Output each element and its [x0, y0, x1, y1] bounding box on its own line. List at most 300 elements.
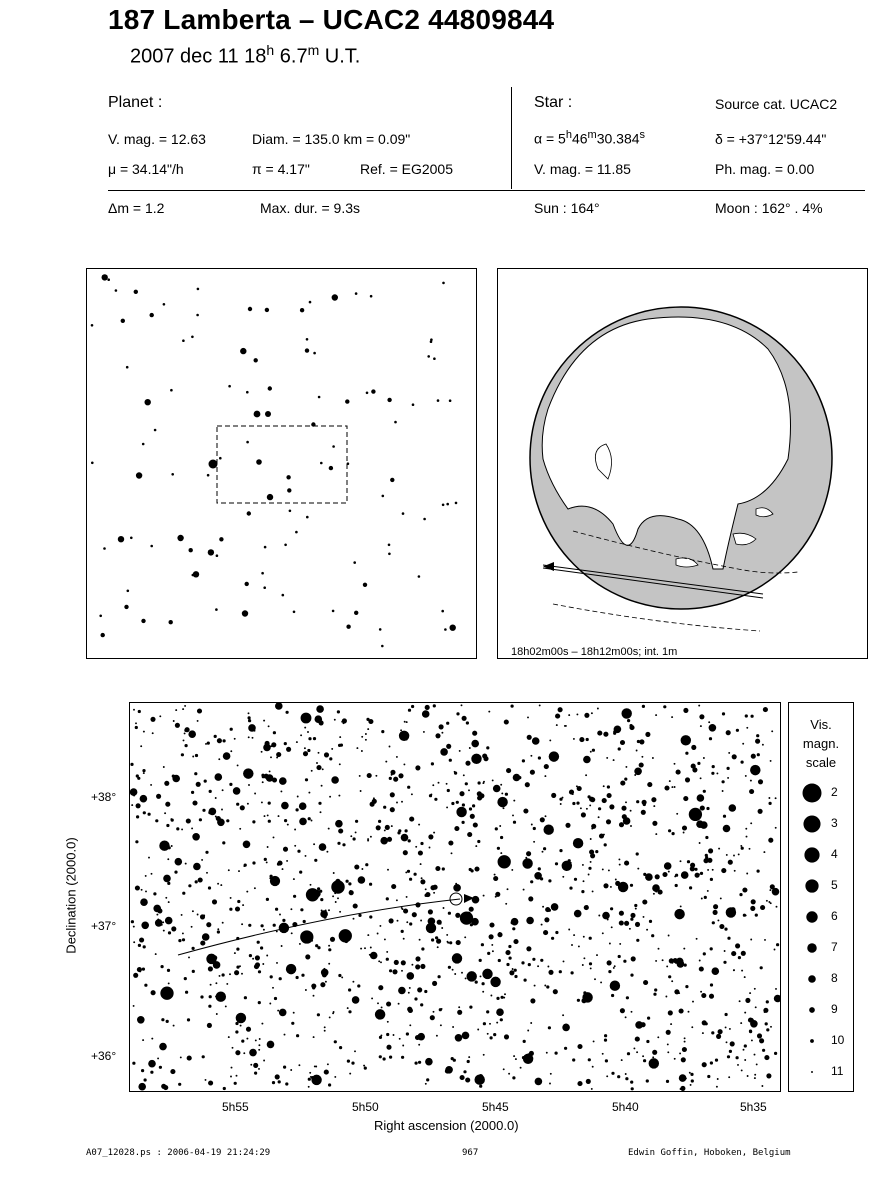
chart-star	[497, 797, 507, 807]
chart-star	[700, 991, 702, 993]
chart-star	[506, 963, 509, 966]
chart-star	[699, 966, 704, 971]
chart-star	[749, 789, 754, 794]
chart-star	[180, 1056, 182, 1058]
chart-star	[500, 1018, 503, 1021]
chart-star	[415, 846, 417, 848]
alpha-s-unit: s	[639, 129, 646, 141]
chart-star	[674, 909, 684, 919]
chart-star	[316, 765, 321, 770]
chart-star	[549, 1083, 551, 1085]
chart-star	[161, 1018, 164, 1021]
chart-star	[643, 873, 646, 876]
chart-star	[262, 781, 264, 783]
scale-title-line2: magn.	[802, 736, 840, 751]
chart-star	[397, 831, 400, 834]
chart-star	[666, 1030, 671, 1035]
finder-star	[127, 590, 130, 593]
chart-star	[279, 914, 281, 916]
chart-star	[463, 774, 465, 776]
chart-star	[671, 786, 673, 788]
chart-star	[717, 919, 719, 921]
chart-star	[577, 999, 580, 1002]
dec-tick-label: +36°	[91, 1049, 117, 1063]
scale-label: 7	[831, 940, 838, 954]
chart-star	[643, 916, 645, 918]
chart-star	[455, 913, 460, 918]
chart-star	[382, 1057, 385, 1060]
chart-star	[683, 832, 685, 834]
chart-star	[468, 789, 470, 791]
chart-star	[240, 805, 245, 810]
chart-star	[195, 754, 198, 757]
chart-star	[357, 984, 360, 987]
chart-star	[354, 864, 359, 869]
chart-star	[662, 872, 667, 877]
chart-star	[654, 988, 657, 991]
chart-star	[133, 709, 135, 711]
chart-star	[465, 782, 468, 785]
planet-heading: Planet :	[108, 94, 163, 111]
chart-star	[617, 1075, 620, 1078]
chart-star	[276, 757, 278, 759]
chart-star	[602, 798, 607, 803]
scale-swatch	[797, 998, 827, 1022]
chart-star	[720, 897, 722, 899]
chart-star	[592, 749, 595, 752]
finder-star	[381, 645, 384, 648]
chart-star	[513, 800, 515, 802]
scale-label: 10	[831, 1033, 845, 1047]
chart-star	[296, 1034, 299, 1037]
chart-star	[625, 1016, 627, 1018]
finder-star	[267, 494, 273, 500]
chart-star	[314, 1065, 316, 1067]
chart-star	[607, 785, 610, 788]
chart-star	[165, 897, 167, 899]
scale-item	[789, 1064, 853, 1092]
chart-star	[526, 946, 531, 951]
chart-star	[381, 1006, 383, 1008]
chart-star	[681, 735, 691, 745]
chart-star	[562, 1014, 564, 1016]
chart-star	[361, 750, 363, 752]
chart-star	[726, 730, 731, 735]
chart-star	[431, 762, 434, 765]
chart-star	[425, 1058, 433, 1066]
alpha-h-unit: h	[565, 129, 572, 141]
chart-star	[261, 1023, 263, 1025]
chart-star	[728, 752, 730, 754]
chart-star	[636, 750, 638, 752]
chart-star	[643, 980, 648, 985]
magnitude-drop: Δm = 1.2	[108, 200, 165, 216]
finder-star	[289, 510, 292, 513]
chart-star	[403, 763, 405, 765]
chart-star	[330, 937, 335, 942]
chart-star	[735, 943, 740, 948]
chart-star	[523, 1040, 526, 1043]
chart-star	[273, 731, 276, 734]
chart-star	[375, 775, 377, 777]
chart-star	[406, 921, 408, 923]
chart-star	[143, 1078, 146, 1081]
chart-star	[609, 821, 611, 823]
chart-star	[591, 1088, 593, 1090]
chart-star	[689, 886, 692, 889]
chart-star	[703, 757, 705, 759]
chart-star	[441, 1008, 443, 1010]
chart-star	[496, 1022, 498, 1024]
chart-star	[197, 720, 199, 722]
chart-star	[222, 789, 224, 791]
chart-star	[744, 1044, 747, 1047]
table-divider-vertical	[511, 87, 512, 189]
chart-star	[333, 872, 335, 874]
chart-star	[294, 829, 296, 831]
chart-star	[428, 918, 436, 926]
chart-star	[700, 777, 702, 779]
chart-star	[421, 877, 423, 879]
chart-star	[624, 861, 629, 866]
scale-swatch	[797, 781, 827, 805]
chart-star	[132, 1062, 135, 1065]
chart-star	[231, 1067, 233, 1069]
chart-star	[627, 719, 630, 722]
chart-star	[509, 970, 514, 975]
chart-star	[378, 960, 380, 962]
finder-star	[126, 366, 129, 369]
chart-star	[352, 996, 360, 1004]
chart-star	[681, 1057, 686, 1062]
chart-star	[630, 913, 635, 918]
chart-star	[756, 734, 759, 737]
chart-star	[625, 801, 627, 803]
chart-star	[272, 987, 274, 989]
chart-star	[377, 1002, 379, 1004]
chart-star	[570, 971, 573, 974]
finder-chart	[86, 268, 477, 659]
chart-star	[420, 842, 423, 845]
chart-star	[178, 939, 181, 942]
chart-star	[489, 934, 494, 939]
chart-star	[403, 908, 408, 913]
chart-star	[741, 847, 744, 850]
chart-star	[170, 1069, 175, 1074]
chart-star	[586, 738, 589, 741]
chart-star	[611, 1072, 614, 1075]
chart-star	[586, 1079, 591, 1084]
chart-star	[707, 869, 709, 871]
time-suffix: U.T.	[319, 45, 361, 68]
chart-star	[657, 1036, 659, 1038]
scale-swatch	[797, 843, 827, 867]
chart-star	[681, 871, 689, 879]
chart-star	[244, 863, 247, 866]
chart-star	[556, 724, 558, 726]
chart-star	[205, 743, 207, 745]
chart-star	[702, 1062, 707, 1067]
chart-star	[763, 851, 765, 853]
chart-star	[775, 797, 777, 799]
chart-star	[281, 945, 283, 947]
chart-star	[544, 985, 546, 987]
chart-star	[300, 908, 303, 911]
chart-star	[397, 920, 399, 922]
finder-star	[265, 308, 269, 312]
chart-star	[614, 965, 616, 967]
chart-star	[747, 1075, 749, 1077]
chart-star	[188, 956, 190, 958]
chart-star	[140, 745, 142, 747]
chart-star	[404, 721, 406, 723]
scale-label: 4	[831, 847, 838, 861]
finder-star	[388, 553, 391, 556]
star-source-catalog: Source cat. UCAC2	[715, 96, 838, 112]
chart-star	[549, 751, 559, 761]
chart-star	[726, 854, 728, 856]
chart-star	[278, 815, 280, 817]
chart-star	[238, 870, 240, 872]
chart-star	[621, 1059, 623, 1061]
chart-star	[754, 1054, 756, 1056]
chart-star	[137, 1016, 145, 1024]
chart-star	[243, 841, 251, 849]
chart-star	[684, 1041, 686, 1043]
chart-star	[576, 785, 578, 787]
chart-star	[365, 863, 368, 866]
finder-star	[320, 462, 323, 465]
shadow-direction-arrow	[543, 562, 554, 571]
chart-star	[674, 763, 676, 765]
chart-star	[226, 983, 228, 985]
chart-star	[728, 1076, 730, 1078]
chart-star	[680, 905, 682, 907]
chart-star	[462, 716, 467, 721]
chart-star	[145, 875, 147, 877]
chart-star	[655, 833, 657, 835]
chart-star	[558, 707, 563, 712]
chart-star	[417, 1033, 425, 1041]
finder-star	[346, 625, 350, 629]
chart-star	[522, 858, 532, 868]
chart-star	[568, 929, 570, 931]
chart-star	[403, 938, 405, 940]
chart-star	[401, 960, 406, 965]
chart-star	[763, 707, 768, 712]
chart-star	[609, 943, 611, 945]
chart-star	[626, 996, 629, 999]
finder-star	[379, 628, 382, 631]
finder-star	[370, 295, 373, 298]
chart-star	[530, 770, 535, 775]
chart-star	[422, 710, 430, 718]
chart-star	[380, 961, 382, 963]
chart-star	[373, 797, 375, 799]
chart-star	[334, 1076, 336, 1078]
chart-star	[143, 731, 145, 733]
chart-star	[303, 751, 308, 756]
chart-star	[544, 775, 546, 777]
chart-star	[209, 790, 212, 793]
chart-star	[646, 929, 648, 931]
finder-star	[286, 475, 290, 479]
chart-star	[469, 747, 471, 749]
chart-star	[615, 879, 617, 881]
chart-star	[451, 802, 454, 805]
chart-star	[504, 1034, 509, 1039]
chart-star	[543, 824, 553, 834]
chart-star	[159, 1043, 167, 1051]
chart-star	[775, 827, 777, 829]
chart-star	[668, 1010, 673, 1015]
zoom-region-box	[217, 426, 347, 503]
chart-star	[545, 930, 547, 932]
chart-star	[354, 1050, 356, 1052]
chart-star	[551, 903, 559, 911]
chart-star	[327, 1063, 329, 1065]
chart-star	[477, 781, 480, 784]
finder-star	[216, 554, 219, 557]
chart-star	[735, 1056, 738, 1059]
chart-star	[236, 803, 239, 806]
chart-star	[331, 748, 333, 750]
chart-star	[696, 820, 704, 828]
chart-star	[401, 930, 404, 933]
chart-star	[652, 757, 654, 759]
chart-star	[163, 875, 171, 883]
chart-star	[413, 873, 416, 876]
chart-star	[183, 739, 185, 741]
finder-star	[284, 544, 287, 547]
finder-star	[107, 278, 110, 281]
chart-star	[273, 924, 276, 927]
chart-star	[666, 1080, 669, 1083]
chart-star	[261, 751, 263, 753]
chart-star	[299, 870, 302, 873]
chart-star	[549, 739, 551, 741]
chart-star	[236, 1075, 238, 1077]
chart-star	[221, 809, 223, 811]
chart-star	[182, 892, 185, 895]
chart-star	[724, 927, 727, 930]
chart-star	[234, 1082, 237, 1085]
chart-star	[507, 888, 509, 890]
chart-star	[643, 1059, 646, 1062]
chart-star	[741, 951, 746, 956]
chart-star	[230, 897, 232, 899]
chart-star	[710, 983, 713, 986]
chart-star	[356, 747, 358, 749]
chart-star	[247, 803, 249, 805]
chart-star	[437, 946, 439, 948]
chart-star	[311, 983, 316, 988]
chart-star	[385, 825, 390, 830]
chart-star	[745, 998, 750, 1003]
chart-star	[707, 858, 712, 863]
chart-star	[367, 934, 369, 936]
chart-star	[724, 950, 726, 952]
chart-star	[770, 760, 772, 762]
chart-star	[399, 1038, 401, 1040]
chart-star	[565, 725, 567, 727]
chart-star	[671, 716, 673, 718]
chart-star	[404, 829, 407, 832]
chart-star	[219, 975, 221, 977]
chart-star	[630, 825, 632, 827]
finder-star	[345, 399, 349, 403]
chart-star	[577, 1081, 582, 1086]
chart-star	[208, 966, 213, 971]
planet-reference: Ref. = EG2005	[360, 161, 454, 177]
chart-star	[446, 744, 451, 749]
chart-star	[394, 960, 399, 965]
chart-star	[560, 803, 562, 805]
chart-star	[304, 747, 306, 749]
chart-star	[684, 1037, 686, 1039]
chart-star	[311, 940, 313, 942]
event-minutes: 6.7	[274, 45, 308, 68]
chart-star	[435, 866, 440, 871]
chart-star	[317, 887, 320, 890]
scale-item	[789, 847, 853, 875]
chart-star	[750, 780, 752, 782]
chart-star	[430, 885, 435, 890]
finder-star	[394, 421, 397, 424]
chart-star	[503, 1068, 505, 1070]
chart-star	[760, 966, 763, 969]
chart-star	[342, 843, 345, 846]
chart-star	[766, 1000, 769, 1003]
chart-star	[695, 873, 700, 878]
chart-star	[529, 1051, 534, 1056]
chart-star	[636, 800, 639, 803]
chart-star	[590, 853, 595, 858]
chart-star	[435, 733, 440, 738]
chart-star	[223, 1087, 226, 1090]
chart-star	[212, 899, 217, 904]
chart-star	[514, 975, 517, 978]
chart-star	[642, 705, 645, 708]
chart-star	[191, 827, 193, 829]
chart-star	[322, 768, 324, 770]
chart-star	[441, 732, 443, 734]
finder-star	[91, 462, 94, 465]
chart-star	[565, 823, 570, 828]
main-star-chart-canvas	[130, 703, 780, 1091]
chart-star	[618, 858, 620, 860]
chart-star	[514, 969, 517, 972]
ra-tick-label: 5h50	[352, 1100, 379, 1114]
chart-star	[471, 754, 481, 764]
chart-star	[185, 991, 188, 994]
chart-star	[537, 965, 539, 967]
chart-star	[449, 941, 452, 944]
chart-star	[539, 704, 541, 706]
chart-star	[453, 884, 461, 892]
chart-star	[655, 874, 660, 879]
chart-star	[715, 1058, 718, 1061]
x-axis-label: Right ascension (2000.0)	[374, 1118, 519, 1133]
chart-star	[278, 1080, 281, 1083]
finder-star	[163, 303, 166, 306]
chart-star	[139, 937, 144, 942]
chart-star	[233, 787, 241, 795]
chart-star	[677, 960, 685, 968]
chart-star	[414, 997, 417, 1000]
chart-star	[187, 1056, 192, 1061]
chart-star	[198, 877, 203, 882]
